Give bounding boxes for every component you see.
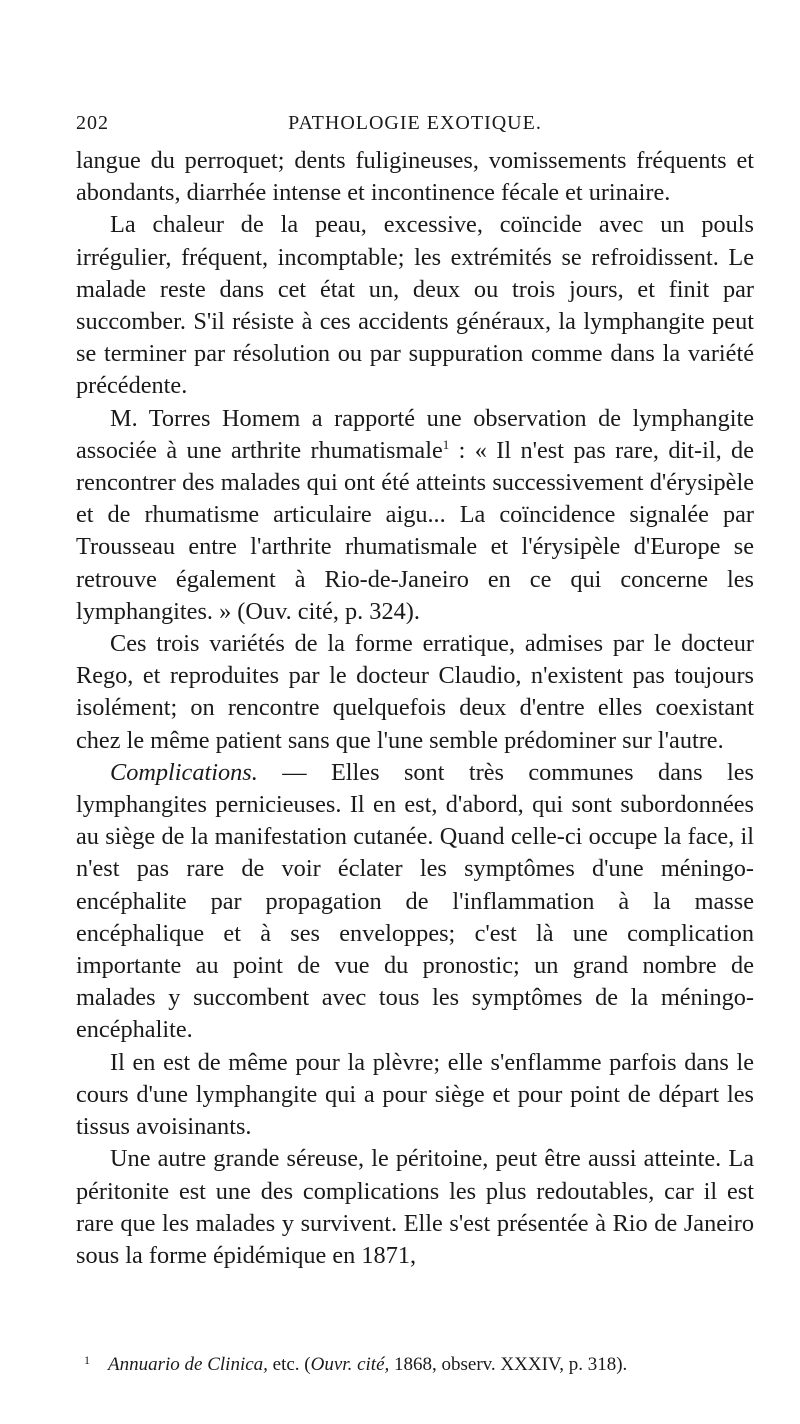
paragraph-4: Ces trois variétés de la forme erratique, admises par le docteur Rego, et reproduites par le docteur Claudio, n'existent pas toujours isolément; on rencontre quelquefois deux d'entre elles coexistant chez le même patient sans que l'une semble prédominer sur l'autre. <box>76 630 754 754</box>
paragraph-3 <box>76 403 754 628</box>
paragraph-5 <box>76 757 754 1047</box>
paragraph-3-text-before: M. Torres Homem a rapporté une observation de lymphangite associée à une arthrite rhumatismale <box>76 404 754 464</box>
paragraph-7: Une autre grande séreuse, le péritoine, peut être aussi atteinte. La péritonite est une des complications les plus redoutables, car il est rare que les malades y survivent. Elle s'est présentée à Rio de Janeiro sous la forme épidémique en 1871, <box>76 1145 754 1269</box>
footnote-middle: etc. ( <box>267 1354 311 1375</box>
paragraph-6: Il en est de même pour la plèvre; elle s'enflamme parfois dans le cours d'une lymphangite qui a pour siège et pour point de départ les tissus avoisinants. <box>76 1048 754 1141</box>
footnote-marker: 1 <box>84 1353 90 1367</box>
body-text <box>76 145 754 1272</box>
paragraph-5-text: — Elles sont très communes dans les lymphangites pernicieuses. Il en est, d'abord, qui sont subordonnées au siège de la manifestation cutanée. Quand celle-ci occupe la face, il n'est pas rare de voir éclater les symptômes d'une méningo-encéphalite par propagation de l'inflammation à la masse encéphalique et à ses enveloppes; c'est là une complication importante au point de vue du pronostic; un grand nombre de malades y succombent avec tous les symptômes de la méningo-encéphalite. <box>76 758 754 1044</box>
running-title: PATHOLOGIE EXOTIQUE. <box>288 112 542 134</box>
footnote-rest: 1868, observ. XXXIV, p. 318). <box>389 1354 628 1375</box>
page-header <box>76 112 754 142</box>
footnote-title: Annuario de Clinica, <box>108 1354 268 1375</box>
footnote <box>84 1348 764 1377</box>
paragraph-1: langue du perroquet; dents fuligineuses, vomissements fréquents et abondants, diarrhée intense et incontinence fécale et urinaire. <box>76 147 754 207</box>
page-number: 202 <box>76 112 109 134</box>
paragraph-2: La chaleur de la peau, excessive, coïncide avec un pouls irrégulier, fréquent, incomptable; les extrémités se refroidissent. Le malade reste dans cet état un, deux ou trois jours, et finit par succomber. S'il résiste à ces accidents généraux, la lymphangite peut se terminer par résolution ou par suppuration comme dans la variété précédente. <box>76 211 754 400</box>
footnote-reference: 1 <box>442 436 450 452</box>
footnote-ouvr: Ouvr. cité, <box>310 1354 390 1375</box>
section-heading-complications: Complications. <box>110 758 258 786</box>
paragraph-3-text-after: : « Il n'est pas rare, dit-il, de rencontrer des malades qui ont été atteints successivement d'érysipèle et de rhumatisme articulaire aigu... La coïncidence signalée par Trousseau entre l'arthrite rhumatismale et l'érysipèle d'Europe se retrouve également à Rio-de-Janeiro en ce qui concerne les lymphangites. » (Ouv. cité, p. 324). <box>76 436 754 625</box>
